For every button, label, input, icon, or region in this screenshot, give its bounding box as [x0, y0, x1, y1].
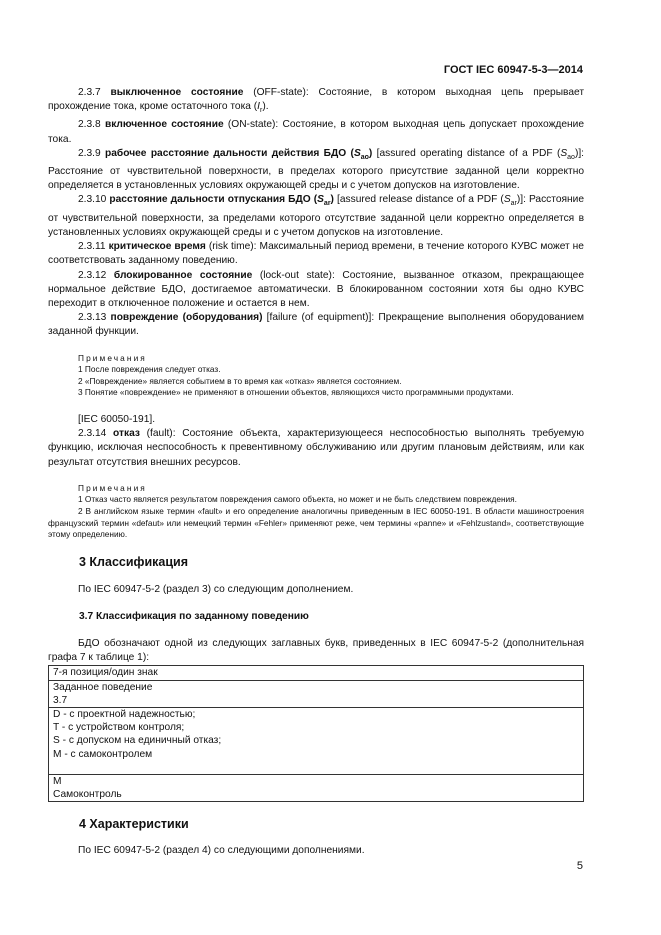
- term-name: блокированное состояние: [113, 269, 253, 281]
- term-2-3-7: [48, 86, 584, 118]
- term-name: повреждение (оборудования): [110, 312, 263, 324]
- section-3-7-heading: 3.7 Классификация по заданному поведению: [79, 610, 309, 622]
- reference: [IEC 60050-191].: [78, 413, 156, 425]
- section-4-text: По IEC 60947-5-2 (раздел 4) со следующими дополнениями.: [78, 845, 365, 857]
- term-name: критическое время: [108, 241, 206, 253]
- note-item: 1 Отказ часто является результатом повреждения самого объекта, но может и не быть следствием повреждения.: [78, 494, 517, 505]
- notes-block-2: [48, 483, 584, 541]
- term-english: [assured operating distance of a PDF (: [372, 147, 561, 159]
- notes-title: Примечания: [78, 352, 147, 363]
- cell-line: D - с проектной надежностью;: [53, 708, 196, 720]
- term-definition: )]: Расстояние от чувствительной поверхности, в пределах которого присутствие заданной цели корректно определяется в установленных условиях окружающей среды и с учетом допусков на изготовление.: [48, 147, 584, 192]
- notes-title: Примечания: [78, 482, 147, 493]
- term-name: включенное состояние: [104, 119, 224, 131]
- term-definition: (ON-state): Состояние, в котором выходная цепь допускает прохождение тока.: [48, 119, 584, 145]
- note-item: 1 После повреждения следует отказ.: [78, 364, 221, 375]
- classification-table: [48, 665, 584, 802]
- note-item: 2 В английском языке термин «fault» и его определение аналогичны приведенным в IEC 60050-191. В области машиностроения французский термин «defaut» или немецкий термин «Fehler» применяют реже, чем термины «panne» и «Fehlzustand», соответствующие этому определению.: [48, 505, 584, 540]
- term-definition: (fault): Состояние объекта, характеризующееся неспособностью выполнять требуемую функцию, исключая неспособность к превентивному обслуживанию или другим плановым действиям, или как результат отсутствия внешних ресурсов.: [48, 428, 584, 468]
- term-name: рабочее расстояние дальности действия БДО (: [105, 147, 354, 159]
- term-number: 2.3.14: [78, 428, 107, 440]
- term-number: 2.3.11: [78, 241, 106, 253]
- term-number: 2.3.8: [78, 119, 101, 131]
- section-4-heading: 4 Характеристики: [79, 817, 189, 832]
- cell-line: Заданное поведение: [53, 681, 153, 693]
- symbol-subscript: ar: [510, 200, 517, 208]
- symbol: I: [257, 101, 260, 113]
- cell-line: Самоконтроль: [53, 788, 122, 800]
- term-definition: [failure (of equipment)]: Прекращение выполнения оборудованием заданной функции.: [48, 312, 584, 338]
- term-name-end: ): [368, 147, 373, 159]
- note-item: 2 «Повреждение» является событием в то время как «отказ» является состоянием.: [78, 375, 402, 386]
- page-number: 5: [576, 860, 583, 872]
- term-definition: (lock-out state): Состояние, вызванное отказом, прекращающее нормальное действие БДО, достигаемое автоматически. В блокированном состоянии хотя бы одно КУВС переходит в отключенное положение и остается в нем.: [48, 269, 584, 309]
- term-2-3-11: [48, 240, 584, 268]
- cell-line: M - с самоконтролем: [53, 748, 153, 760]
- term-2-3-14: [48, 427, 584, 470]
- standard-header: ГОСТ IEC 60947-5-3—2014: [443, 64, 583, 76]
- table-row: [49, 774, 584, 801]
- table-row: [49, 680, 584, 707]
- symbol: S: [503, 194, 511, 206]
- table-row: [49, 666, 584, 680]
- notes-block-1: [48, 353, 584, 399]
- section-3-7-text: БДО обозначают одной из следующих заглавных букв, приведенных в IEC 60947-5-2 (дополнительная графа 7 к таблице 1):: [48, 637, 584, 664]
- symbol-subscript: ao: [360, 153, 369, 161]
- table-cell: [49, 774, 584, 801]
- table-cell: [49, 707, 584, 774]
- body-content: [48, 86, 584, 858]
- table-cell: 7-я позиция/один знак: [49, 666, 584, 680]
- term-definition-end: ).: [262, 101, 269, 113]
- term-2-3-13: [48, 311, 584, 339]
- section-3-text: По IEC 60947-5-2 (раздел 3) со следующим дополнением.: [78, 583, 354, 595]
- term-number: 2.3.9: [78, 147, 101, 159]
- cell-line: 3.7: [53, 694, 68, 706]
- symbol: S: [317, 194, 324, 206]
- cell-line: M: [53, 775, 62, 787]
- table-cell: [49, 680, 584, 707]
- term-name: отказ: [113, 428, 140, 440]
- symbol-subscript: r: [259, 107, 263, 115]
- term-number: 2.3.10: [78, 194, 107, 206]
- term-2-3-9: [48, 147, 584, 194]
- term-name: выключенное состояние: [110, 87, 244, 98]
- term-2-3-8: [48, 118, 584, 146]
- term-english: [assured release distance of a PDF (: [333, 194, 504, 206]
- term-name: расстояние дальности отпускания БДО (: [109, 194, 318, 206]
- table-row: [49, 707, 584, 774]
- term-name-end: ): [330, 194, 334, 206]
- term-2-3-10: [48, 193, 584, 240]
- note-item: 3 Понятие «повреждение» не применяют в отношении объектов, являющихся чисто программными продуктами.: [78, 387, 514, 398]
- term-number: 2.3.12: [78, 269, 107, 281]
- symbol-subscript: ao: [567, 153, 575, 161]
- cell-line: T - с устройством контроля;: [53, 722, 185, 734]
- term-number: 2.3.13: [78, 312, 107, 324]
- symbol-subscript: ar: [323, 200, 331, 208]
- term-definition: (OFF-state): Состояние, в котором выходная цепь прерывает прохождение тока, кроме остаточного тока (: [48, 87, 584, 113]
- cell-line: S - с допуском на единичный отказ;: [53, 735, 222, 747]
- section-3-heading: 3 Классификация: [79, 554, 189, 569]
- term-2-3-12: [48, 269, 584, 312]
- symbol: S: [353, 147, 361, 159]
- term-definition: )]: Расстояние от чувствительной поверхности, за пределами которого отсутствие заданной цели корректно определяется в установленных условиях окружающей среды и с учетом допусков на изготовление.: [48, 194, 584, 238]
- symbol: S: [560, 147, 568, 159]
- term-definition: (risk time): Максимальный период времени, в течение которого КУВС может не соответствовать заданному поведению.: [48, 241, 584, 267]
- term-number: 2.3.7: [78, 87, 101, 98]
